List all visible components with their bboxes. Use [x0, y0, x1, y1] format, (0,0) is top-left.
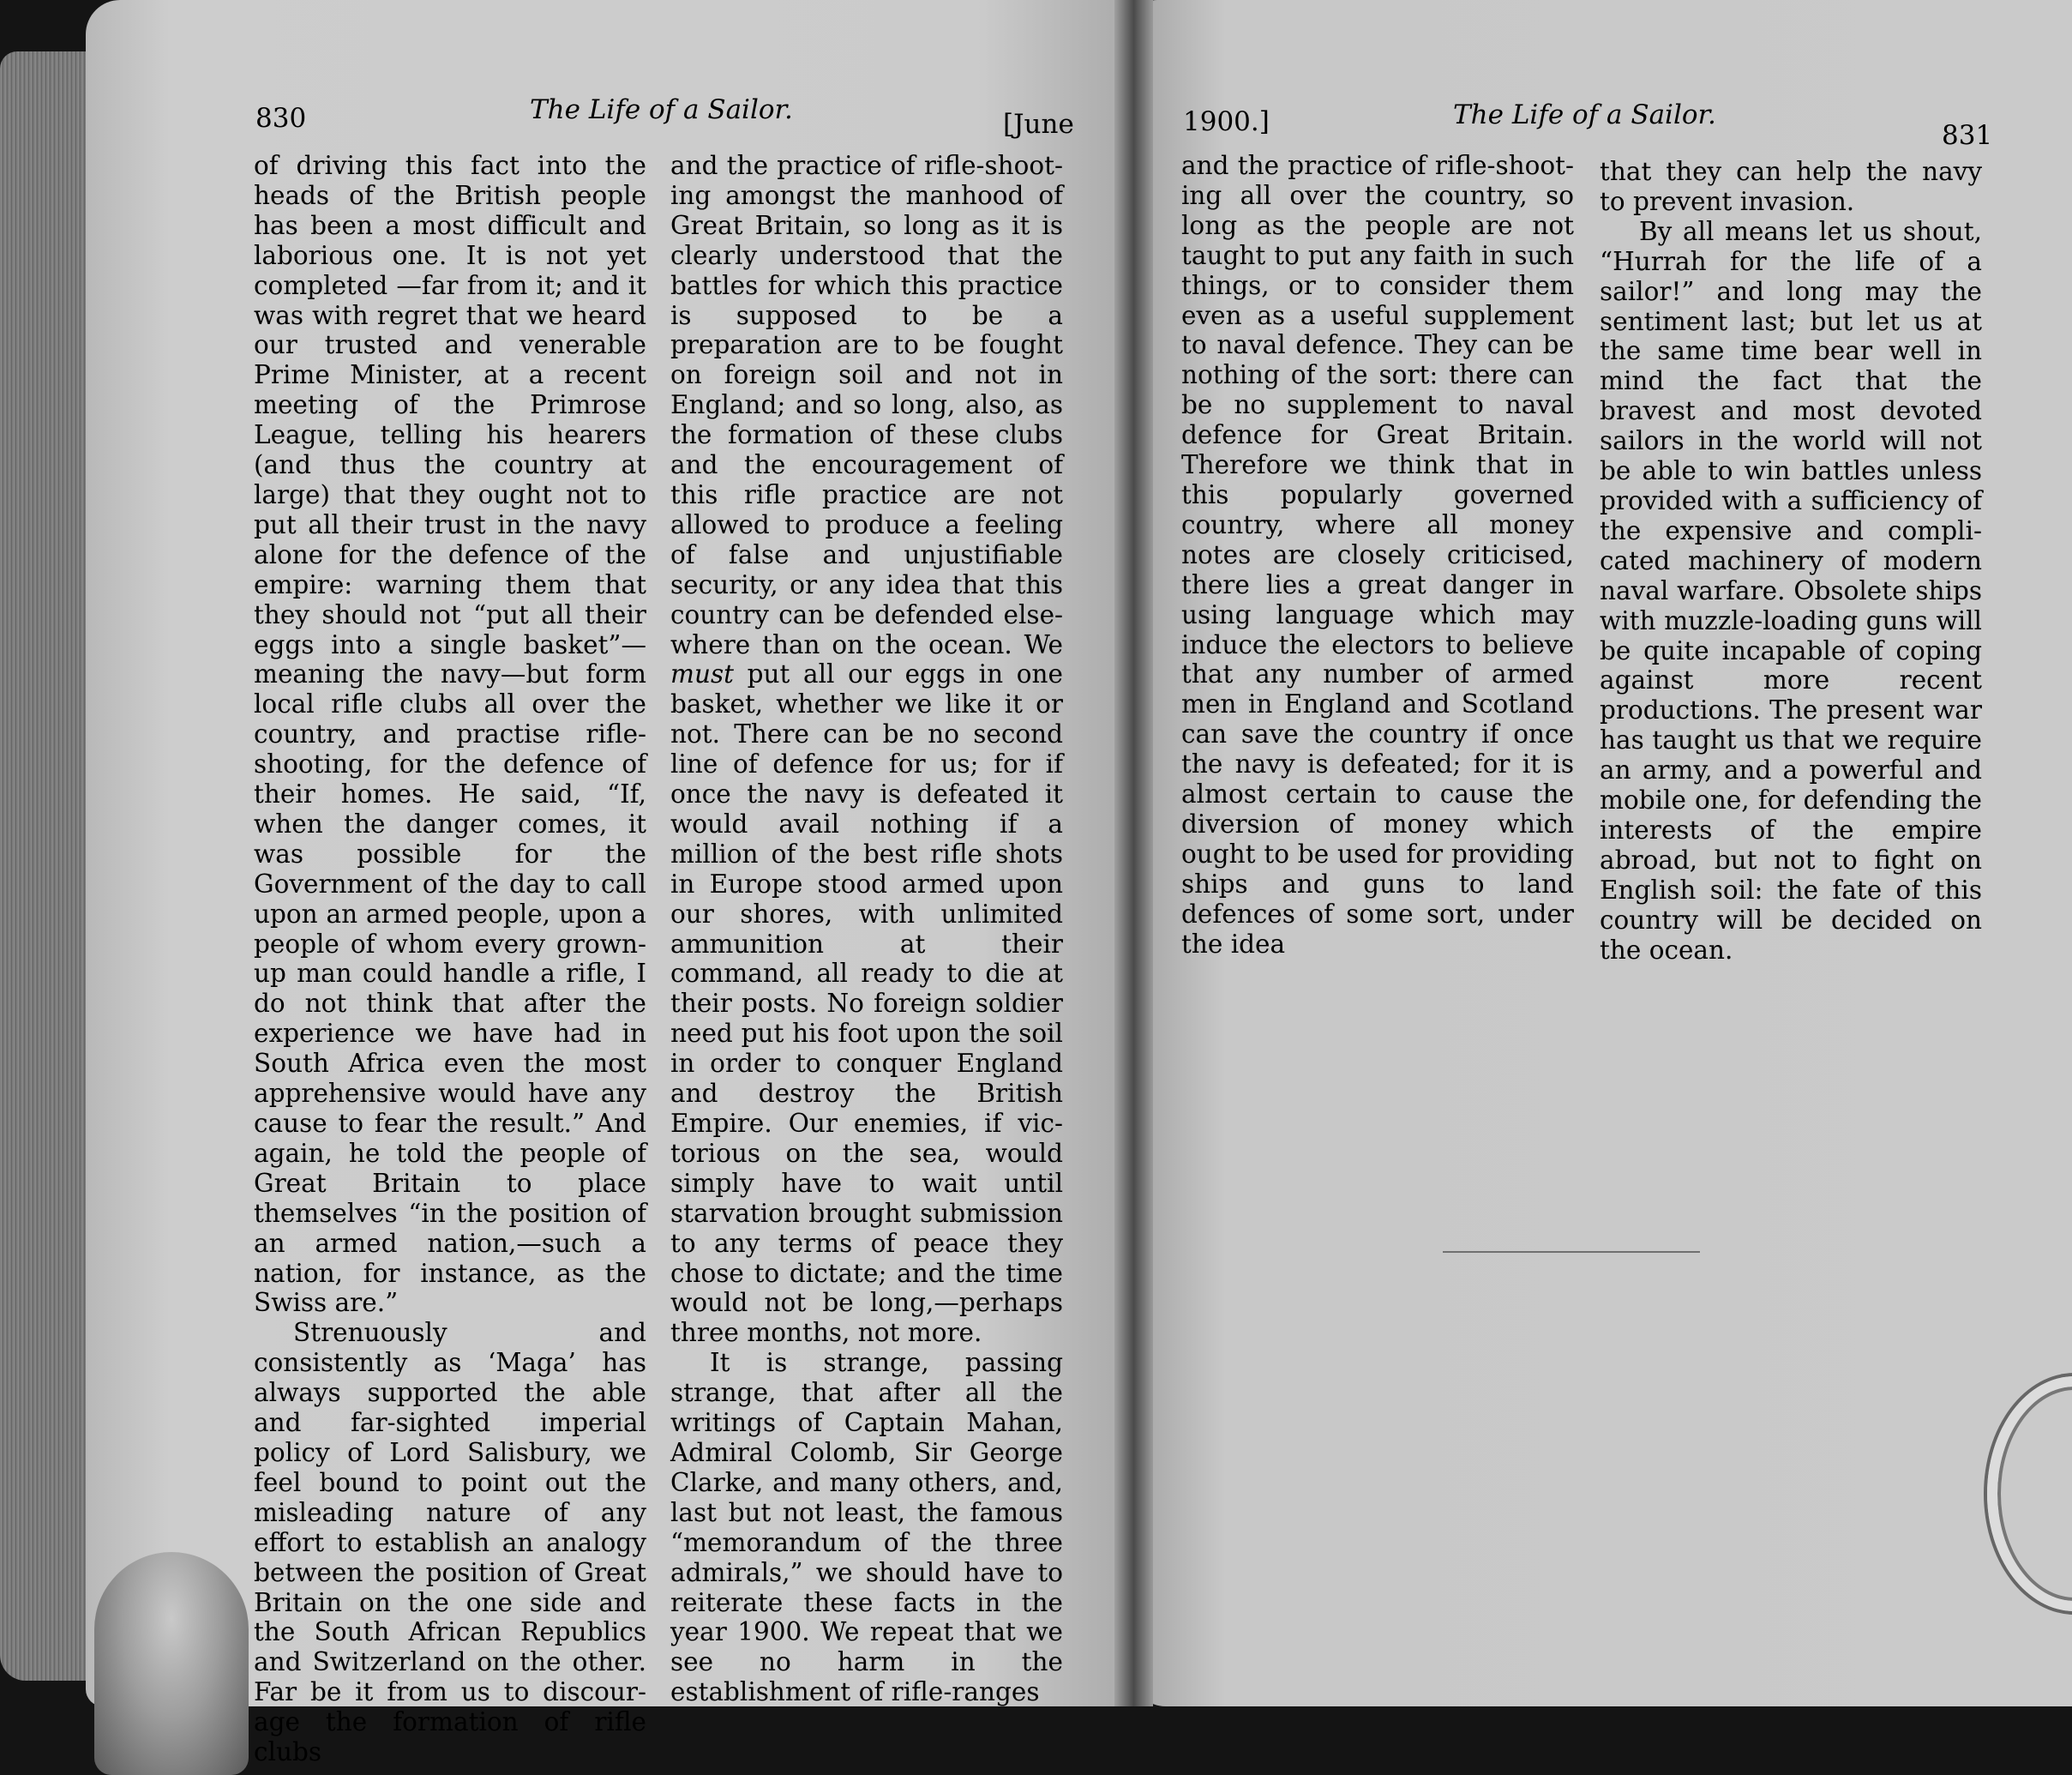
left-column-2 — [670, 151, 1063, 1707]
thumb — [94, 1552, 249, 1775]
paragraph: that they can help the navy to prevent invasion. — [1600, 157, 1982, 216]
left-column-1 — [254, 151, 646, 1767]
text-run: and the practice of rifle-shooting amongst the manhood of Great Britain, so long as it is clearly understood that the battles for which this practice is supposed to be a preparation are to be fought on foreign soil and not in England; and so long, also, as the formation of these clubs and the encouragement of this rifle practice are not allowed to produce a feeling of false and unjustifiable security, or any idea that this country can be defended elsewhere than on the ocean. We — [670, 151, 1063, 659]
right-column-1 — [1181, 151, 1574, 959]
paragraph: and the practice of rifle-shooting all over the country, so long as the people are not taught to put any faith in such things, or to consider them even as a useful supplement to naval defence. They can be nothing of the sort: there can be no supplement to naval defence for Great Britain. Therefore we think that in this popularly governed country, where all money notes are closely criticised, there lies a great danger in using language which may induce the electors to believe that any number of armed men in England and Scotland can save the country if once the navy is defeated; for it is almost certain to cause the diversion of money which ought to be used for providing ships and guns to land defences of some sort, under the idea — [1181, 151, 1574, 959]
paragraph: Strenuously and consistently as ‘Maga’ has always supported the able and far-sighted imperial policy of Lord Salisbury, we feel bound to point out the misleading nature of any effort to establish an analogy between the position of Great Britain on the one side and the South African Republics and Switzerland on the other. Far be it from us to discourage the formation of rifle clubs — [254, 1318, 646, 1767]
paragraph — [670, 151, 1063, 1348]
left-page-number: 830 — [255, 103, 307, 134]
right-column-2 — [1600, 157, 1982, 965]
book-gutter — [1114, 0, 1153, 1706]
end-rule — [1443, 1251, 1700, 1253]
right-running-title: The Life of a Sailor. — [1453, 99, 1716, 130]
right-running-date: 1900.] — [1183, 106, 1270, 137]
left-running-title: The Life of a Sailor. — [530, 94, 793, 125]
text-run: put all our eggs in one basket, whether we like it or not. There can be no second line of defence for us; for if once the navy is defeated it would avail nothing if a million of the best rifle shots in Europe stood armed upon our shores, with unlimited ammunition at their command, all ready to die at their posts. No foreign soldier need put his foot upon the soil in order to conquer England and destroy the British Empire. Our enemies, if victorious on the sea, would simply have to wait until starvation brought submission to any terms of peace they chose to dictate; and the time would not be long,—perhaps three months, not more. — [670, 659, 1063, 1348]
paragraph: of driving this fact into the heads of the British people has been a most difficult and laborious one. It is not yet completed —far from it; and it was with regret that we heard our trusted and venerable Prime Minister, at a recent meeting of the Primrose League, telling his hearers (and thus the country at large) that they ought not to put all their trust in the navy alone for the defence of the empire: warning them that they should not “put all their eggs into a single basket”—meaning the navy—but form local rifle clubs all over the country, and practise rifle-shooting, for the defence of their homes. He said, “If, when the danger comes, it was possible for the Government of the day to call upon an armed people, upon a people of whom every grown-up man could handle a rifle, I do not think that after the experience we have had in South Africa even the most apprehensive would have any cause to fear the result.” And again, he told the people of Great Britain to place themselves “in the position of an armed nation,—such a nation, for instance, as the Swiss are.” — [254, 151, 646, 1318]
left-running-date: [June — [1003, 109, 1074, 140]
paragraph: It is strange, passing strange, that after all the writings of Captain Mahan, Admiral Colomb, Sir George Clarke, and many others, and, last but not least, the famous “memorandum of the three admirals,” we should have to reiterate these facts in the year 1900. We repeat that we see no harm in the establishment of rifle-ranges — [670, 1348, 1063, 1707]
emphasis: must — [670, 659, 734, 689]
paragraph: By all means let us shout, “Hurrah for the life of a sailor!” and long may the sentiment last; but let us at the same time bear well in mind the fact that the bravest and most devoted sailors in the world will not be able to win battles unless provided with a sufficiency of the expensive and complicated machinery of modern naval warfare. Obsolete ships with muzzle-loading guns will be quite incapable of coping against more recent productions. The present war has taught us that we require an army, and a powerful and mobile one, for defending the interests of the empire abroad, but not to fight on English soil: the fate of this country will be decided on the ocean. — [1600, 216, 1982, 965]
right-page-number: 831 — [1942, 120, 1993, 151]
